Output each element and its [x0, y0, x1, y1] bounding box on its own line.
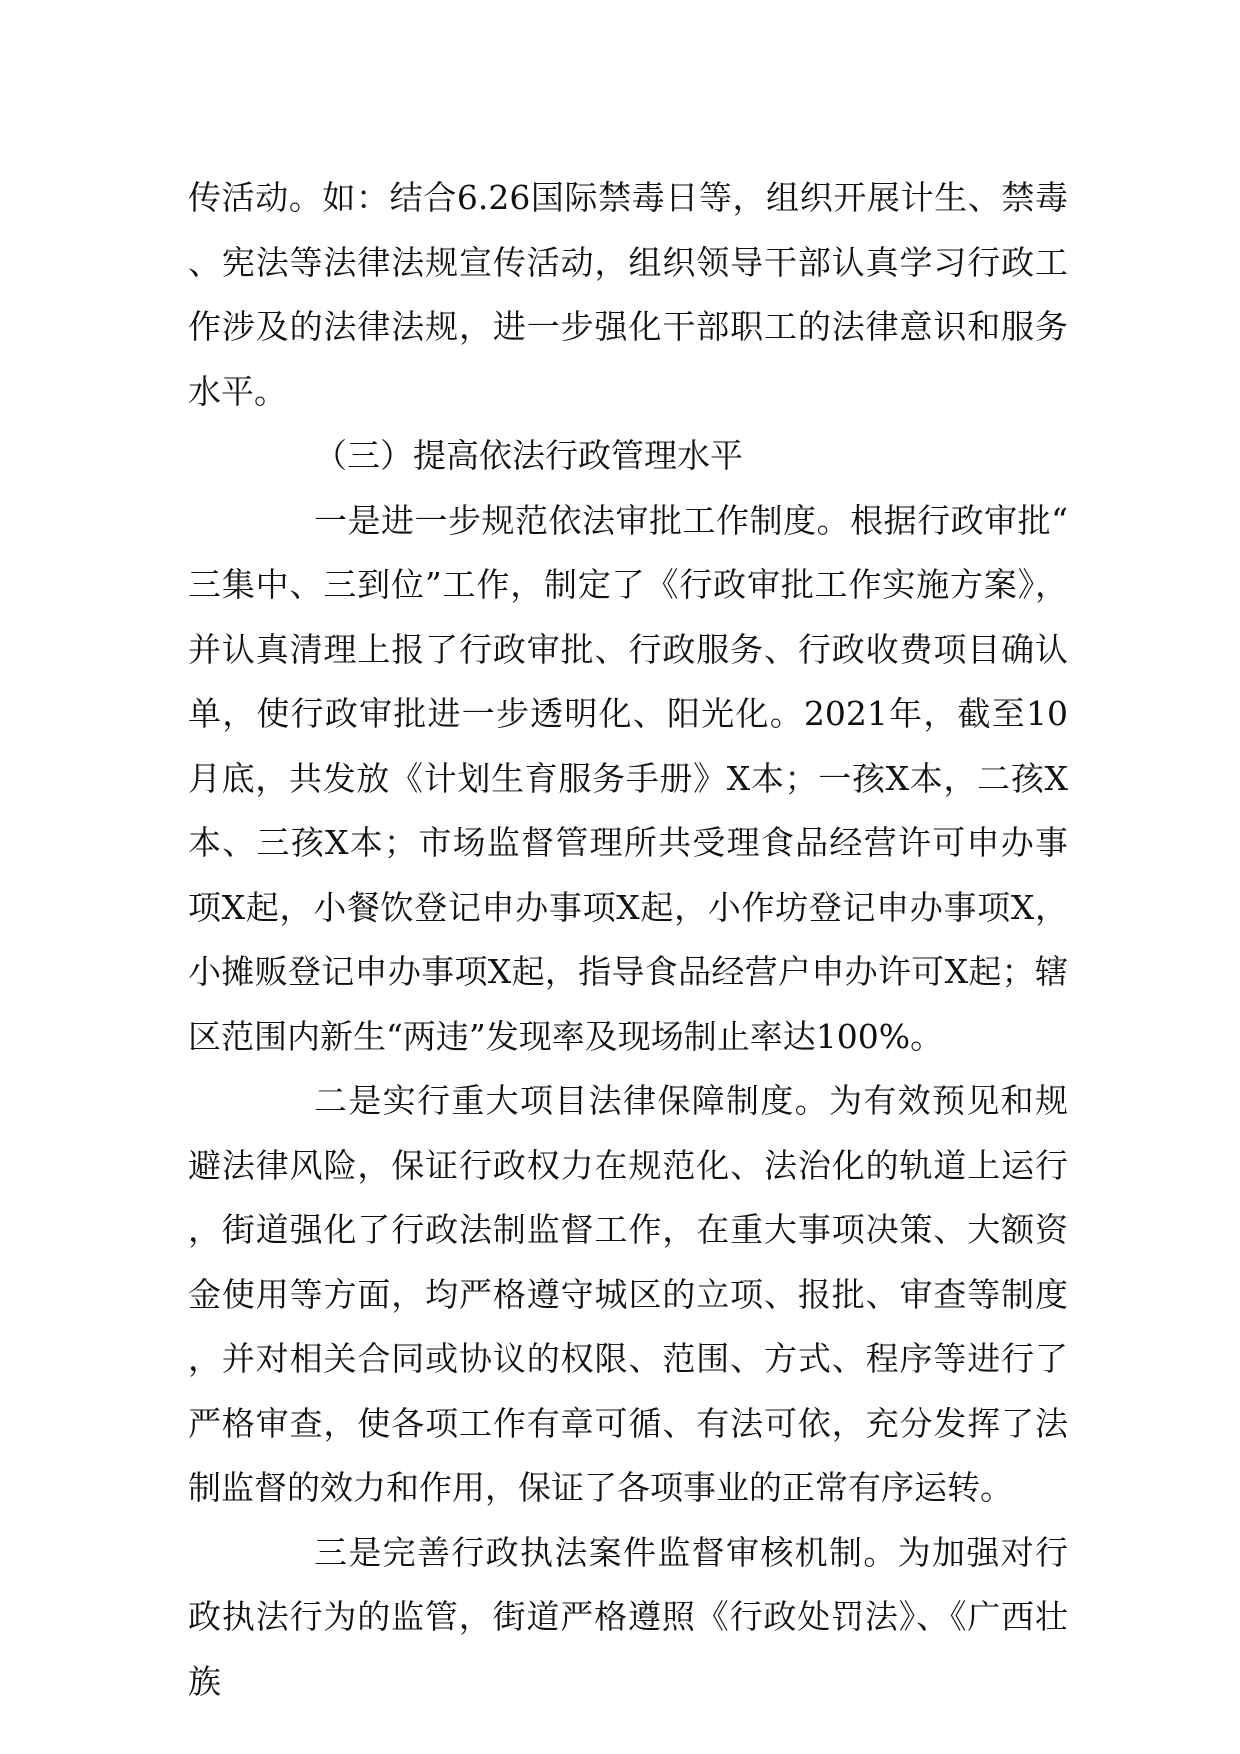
- document-body: [188, 166, 1068, 1714]
- paragraph-approval-system: 一是进一步规范依法审批工作制度。根据行政审批“三集中、三到位”工作，制定了《行政审批工作实施方案》，并认真清理上报了行政审批、行政服务、行政收费项目确认单，使行政审批进一步透明化、阳光化。2021年，截至10月底，共发放《计划生育服务手册》X本；一孩X本，二孩X本、三孩X本；市场监督管理所共受理食品经营许可申办事项X起，小餐饮登记申办事项X起，小作坊登记申办事项X，小摊贩登记申办事项X起，指导食品经营户申办许可X起；辖区范围内新生“两违”发现率及现场制止率达100%。: [188, 500, 1068, 1056]
- section-heading: （三）提高依法行政管理水平: [314, 436, 743, 475]
- paragraph-legal-protection: 二是实行重大项目法律保障制度。为有效预见和规避法律风险，保证行政权力在规范化、法治化的轨道上运行，街道强化了行政法制监督工作，在重大事项决策、大额资金使用等方面，均严格遵守城区的立项、报批、审查等制度，并对相关合同或协议的权限、范围、方式、程序等进行了严格审查，使各项工作有章可循、有法可依，充分发挥了法制监督的效力和作用，保证了各项事业的正常有序运转。: [188, 1081, 1068, 1507]
- paragraph-enforcement-review: 三是完善行政执法案件监督审核机制。为加强对行政执法行为的监管，街道严格遵照《行政处罚法》、《广西壮族: [188, 1532, 1068, 1701]
- paragraph-continuation: 传活动。如：结合6.26国际禁毒日等，组织开展计生、禁毒、宪法等法律法规宣传活动，组织领导干部认真学习行政工作涉及的法律法规，进一步强化干部职工的法律意识和服务水平。: [188, 178, 1068, 411]
